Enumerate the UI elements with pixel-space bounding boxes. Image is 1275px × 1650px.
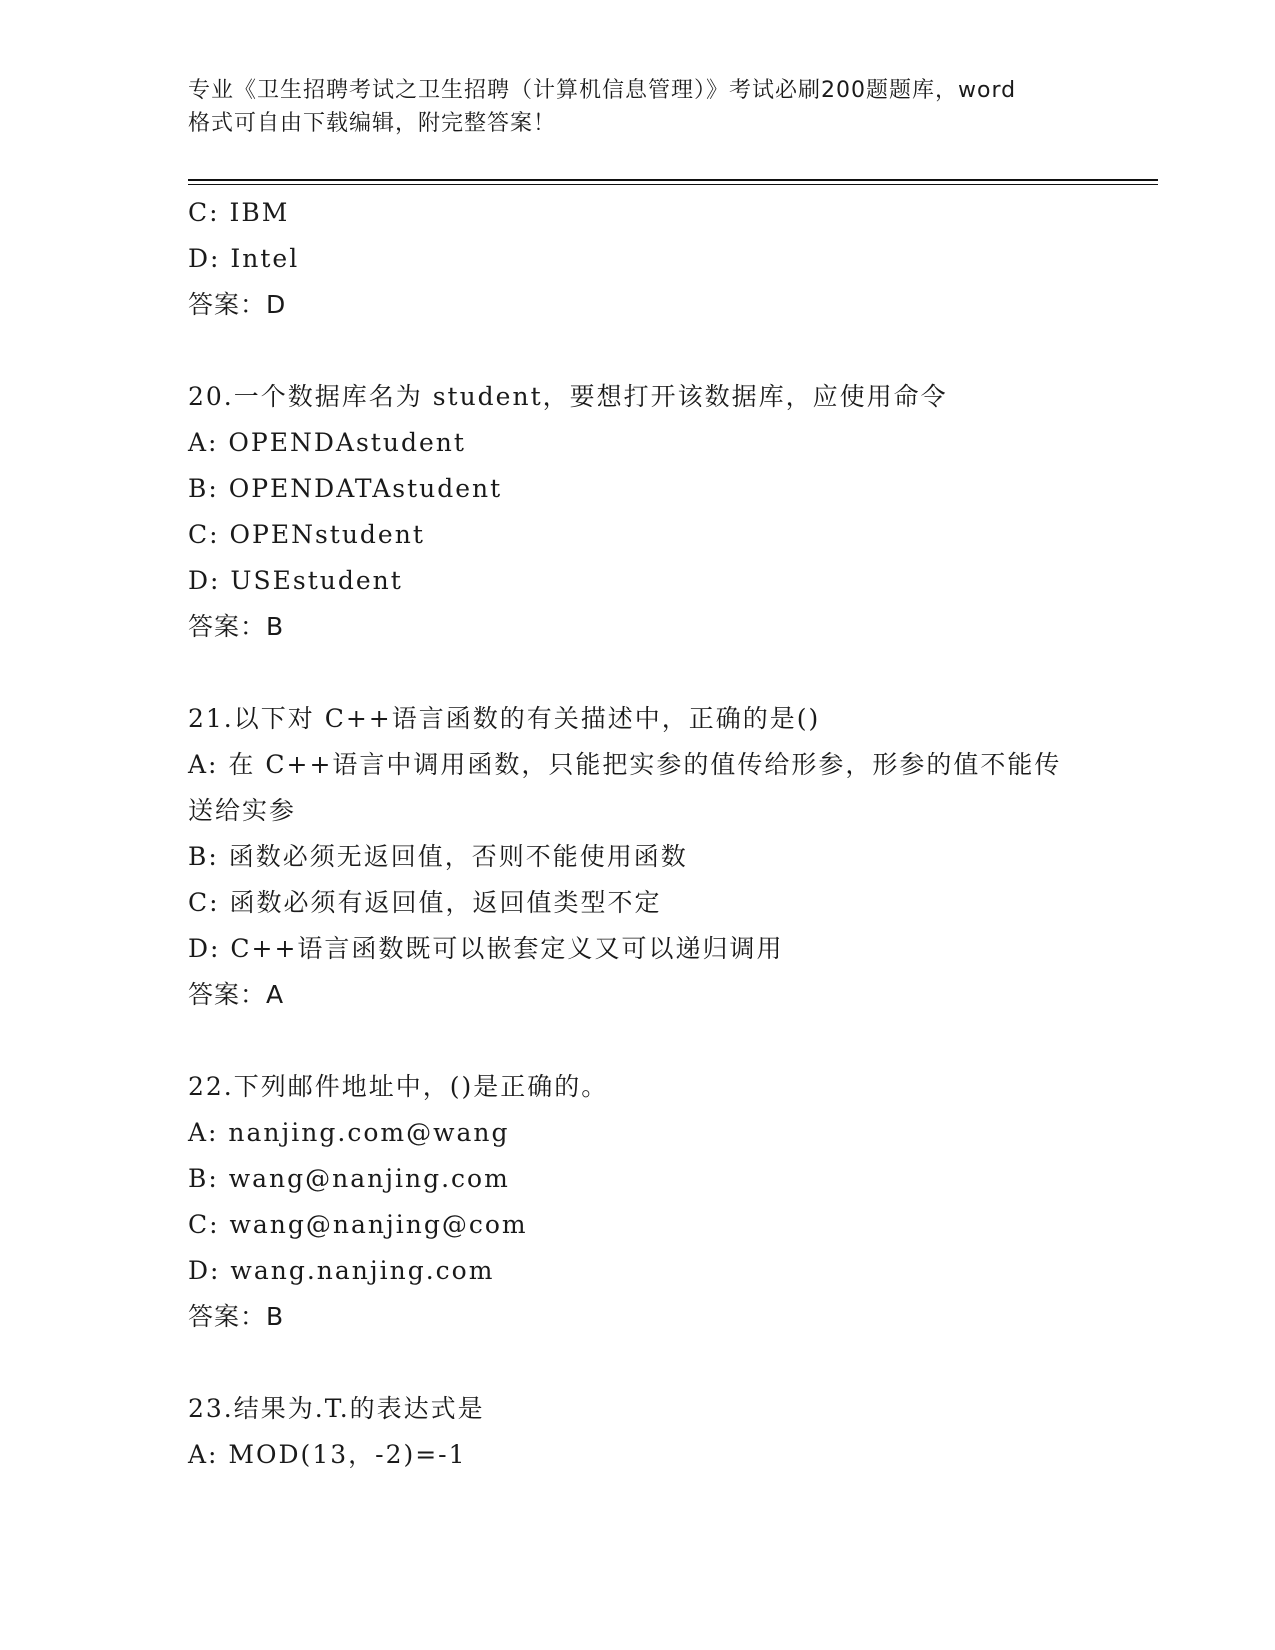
spacer [188, 650, 1088, 696]
option-d: D: C++语言函数既可以嵌套定义又可以递归调用 [188, 934, 784, 963]
option-c: C: OPENstudent [188, 520, 425, 549]
option-d: D: Intel [188, 244, 300, 273]
option-a: A: MOD(13，-2)=-1 [188, 1440, 467, 1469]
option-d: D: USEstudent [188, 566, 403, 595]
spacer [188, 328, 1088, 374]
option-b: B: wang@nanjing.com [188, 1164, 510, 1193]
answer: 答案：A [188, 980, 285, 1009]
question-stem: 21.以下对 C++语言函数的有关描述中，正确的是() [188, 704, 821, 733]
option-c: C: IBM [188, 198, 290, 227]
header-line-1: 专业《卫生招聘考试之卫生招聘（计算机信息管理）》考试必刷200题题库，word [188, 78, 1017, 103]
option-a: A: nanjing.com@wang [188, 1118, 510, 1147]
answer: 答案：B [188, 1302, 285, 1331]
question-stem: 20.一个数据库名为 student，要想打开该数据库，应使用命令 [188, 382, 948, 411]
option-b: B: OPENDATAstudent [188, 474, 503, 503]
answer: 答案：D [188, 290, 287, 319]
option-c: C: 函数必须有返回值，返回值类型不定 [188, 888, 662, 917]
question-list [188, 190, 1088, 1478]
question-stem: 22.下列邮件地址中，()是正确的。 [188, 1072, 609, 1101]
header-line-2: 格式可自由下载编辑，附完整答案！ [188, 111, 557, 136]
header-divider-thick [188, 179, 1158, 181]
question-20 [188, 374, 1088, 650]
option-c: C: wang@nanjing@com [188, 1210, 528, 1239]
header-divider-thin [188, 184, 1158, 185]
question-21 [188, 696, 1088, 1018]
option-b: B: 函数必须无返回值，否则不能使用函数 [188, 842, 688, 871]
option-a: A: 在 C++语言中调用函数，只能把实参的值传给形参，形参的值不能传送给实参 [188, 750, 1062, 825]
question-22 [188, 1064, 1088, 1340]
option-a: A: OPENDAstudent [188, 428, 466, 457]
document-header [188, 74, 1088, 140]
option-d: D: wang.nanjing.com [188, 1256, 495, 1285]
answer: 答案：B [188, 612, 285, 641]
question-19 [188, 190, 1088, 328]
spacer [188, 1340, 1088, 1386]
spacer [188, 1018, 1088, 1064]
question-stem: 23.结果为.T.的表达式是 [188, 1394, 485, 1423]
question-23 [188, 1386, 1088, 1478]
